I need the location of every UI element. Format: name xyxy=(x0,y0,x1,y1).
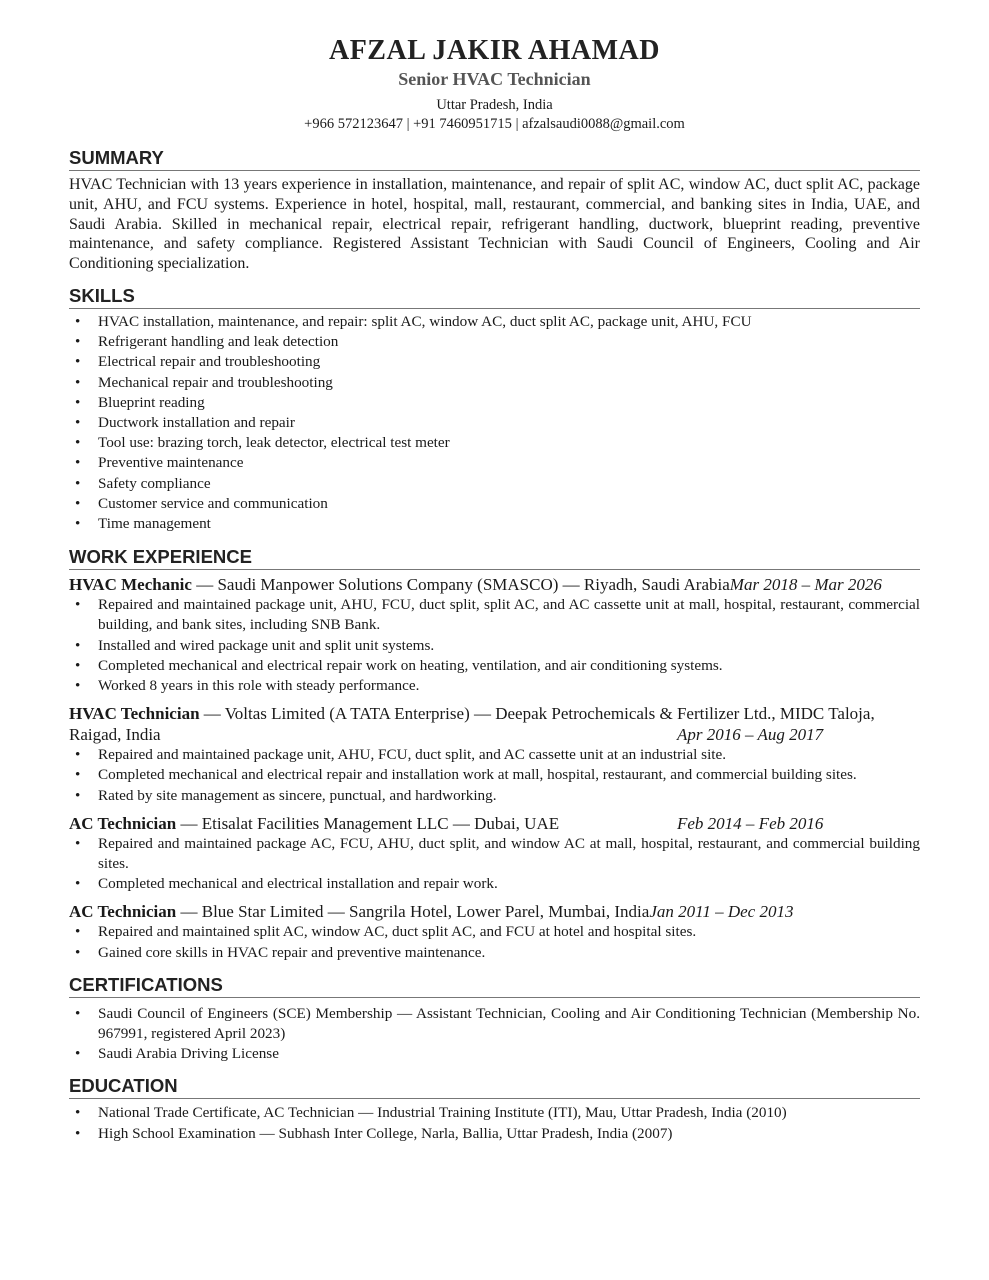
list-item xyxy=(69,413,920,433)
summary-section xyxy=(69,147,920,274)
bullet-icon: • xyxy=(75,834,81,852)
bullet-icon: • xyxy=(75,923,81,941)
job-bullets xyxy=(69,922,920,962)
bullet-icon: • xyxy=(75,373,81,391)
list-item xyxy=(69,656,920,676)
list-item-text: Ductwork installation and repair xyxy=(98,414,295,431)
list-item-text: Mechanical repair and troubleshooting xyxy=(98,373,333,391)
job-bullets xyxy=(69,834,920,895)
education-section xyxy=(69,1075,920,1143)
list-item xyxy=(69,332,920,352)
job-entry xyxy=(69,574,920,696)
certifications-list xyxy=(69,1004,920,1065)
list-item xyxy=(69,874,920,894)
job-company: — Blue Star Limited — Sangrila Hotel, Lower Parel, Mumbai, India xyxy=(176,902,650,922)
job-header xyxy=(69,901,920,922)
list-item xyxy=(69,312,920,332)
list-item xyxy=(69,765,920,785)
resume-page xyxy=(69,34,920,1144)
list-item xyxy=(69,373,920,393)
list-item-text: Preventive maintenance xyxy=(98,454,244,472)
contact-separator: | xyxy=(515,116,519,132)
job-header xyxy=(69,703,920,745)
list-item-text: Installed and wired package unit and split unit systems. xyxy=(98,636,435,654)
bullet-icon: • xyxy=(75,596,81,614)
list-item xyxy=(69,786,920,806)
certifications-section xyxy=(69,974,920,1065)
bullet-icon: • xyxy=(75,943,81,961)
list-item xyxy=(69,494,920,514)
summary-text: HVAC Technician with 13 years experience in installation, maintenance, and repair of split AC, window AC, duct split AC, package unit, AHU, and FCU systems. Experience in hotel, hospital, mall, restaurant, commercial, and banking sites in India, UAE, and Saudi Arabia. Skilled in mechanical repair, electrical repair, refrigerant handling, ductwork, blueprint reading, preventive maintenance, and safety compliance. Registered Assistant Technician with Saudi Council of Engineers, Cooling and Air Conditioning specialization. xyxy=(69,176,920,273)
list-item-text: Safety compliance xyxy=(98,474,211,492)
list-item xyxy=(69,922,920,942)
job-title: HVAC Technician xyxy=(69,704,200,724)
list-item-text: Rated by site management as sincere, punctual, and hardworking. xyxy=(98,786,497,804)
list-item xyxy=(69,433,920,453)
section-heading-education: EDUCATION xyxy=(69,1075,920,1099)
list-item-text: Electrical repair and troubleshooting xyxy=(98,353,321,371)
bullet-icon: • xyxy=(75,1004,81,1022)
job-dates: Feb 2014 – Feb 2016 xyxy=(677,813,824,833)
list-item-text: High School Examination — Subhash Inter College, Narla, Ballia, Uttar Pradesh, India (2007) xyxy=(98,1124,673,1142)
list-item xyxy=(69,834,920,874)
job-header xyxy=(69,574,920,595)
job-title: HVAC Mechanic xyxy=(69,575,192,595)
bullet-icon: • xyxy=(75,454,81,472)
list-item-text: Tool use: brazing torch, leak detector, electrical test meter xyxy=(98,434,450,452)
list-item xyxy=(69,943,920,963)
bullet-icon: • xyxy=(75,393,81,411)
bullet-icon: • xyxy=(75,312,81,330)
list-item-text: Blueprint reading xyxy=(98,393,205,411)
job-entry xyxy=(69,901,920,962)
bullet-icon: • xyxy=(75,353,81,371)
job-company: — Etisalat Facilities Management LLC — Dubai, UAE xyxy=(176,813,560,833)
job-dates: Mar 2018 – Mar 2026 xyxy=(729,575,882,595)
bullet-icon: • xyxy=(75,434,81,452)
bullet-icon: • xyxy=(75,494,81,512)
bullet-icon: • xyxy=(75,786,81,804)
list-item xyxy=(69,1004,920,1044)
list-item xyxy=(69,453,920,473)
section-heading-summary: SUMMARY xyxy=(69,147,920,171)
skills-section xyxy=(69,285,920,534)
jobs-list xyxy=(69,574,920,963)
list-item xyxy=(69,595,920,635)
section-heading-certifications: CERTIFICATIONS xyxy=(69,974,920,998)
list-item xyxy=(69,745,920,765)
list-item-text: Gained core skills in HVAC repair and preventive maintenance. xyxy=(98,943,486,961)
experience-section xyxy=(69,546,920,963)
bullet-icon: • xyxy=(75,746,81,764)
list-item-text: Completed mechanical and electrical installation and repair work. xyxy=(98,875,498,893)
job-company: — Voltas Limited (A TATA Enterprise) — Deepak Petrochemicals & Fertilizer Ltd., MIDC Taloja, Raigad, India xyxy=(69,704,875,745)
list-item xyxy=(69,676,920,696)
list-item-text: Completed mechanical and electrical repair and installation work at mall, hospital, restaurant, and commercial building sites. xyxy=(98,766,857,784)
list-item-text: National Trade Certificate, AC Technician — Industrial Training Institute (ITI), Mau, Uttar Pradesh, India (2010) xyxy=(98,1104,787,1122)
list-item xyxy=(69,1124,920,1144)
candidate-title: Senior HVAC Technician xyxy=(398,69,591,89)
bullet-icon: • xyxy=(75,515,81,533)
list-item-text: Worked 8 years in this role with steady performance. xyxy=(98,677,420,695)
job-dates: Jan 2011 – Dec 2013 xyxy=(649,902,794,922)
list-item xyxy=(69,514,920,534)
bullet-icon: • xyxy=(75,474,81,492)
contact-email: afzalsaudi0088@gmail.com xyxy=(522,116,685,132)
job-company: — Saudi Manpower Solutions Company (SMASCO) — Riyadh, Saudi Arabia xyxy=(191,575,730,595)
list-item xyxy=(69,636,920,656)
candidate-name: AFZAL JAKIR AHAMAD xyxy=(328,35,660,66)
list-item-text: Refrigerant handling and leak detection xyxy=(98,333,339,351)
job-dates: Apr 2016 – Aug 2017 xyxy=(677,725,824,745)
job-entry xyxy=(69,703,920,806)
contact-phone-2: +91 7460951715 xyxy=(413,116,512,132)
bullet-icon: • xyxy=(75,636,81,654)
list-item-text: Completed mechanical and electrical repair work on heating, ventilation, and air conditioning systems. xyxy=(98,656,723,674)
bullet-icon: • xyxy=(75,333,81,351)
bullet-icon: • xyxy=(75,1045,81,1063)
job-title: AC Technician xyxy=(69,813,177,833)
bullet-icon: • xyxy=(75,677,81,695)
list-item-text: Saudi Arabia Driving License xyxy=(98,1045,279,1063)
list-item-text: Saudi Council of Engineers (SCE) Membership — Assistant Technician, Cooling and Air Conditioning Technician (Membership No. 967991, registered April 2023) xyxy=(98,1004,920,1043)
skills-list xyxy=(69,312,920,534)
list-item xyxy=(69,393,920,413)
job-entry xyxy=(69,813,920,895)
bullet-icon: • xyxy=(75,656,81,674)
list-item xyxy=(69,352,920,372)
contact-line xyxy=(69,115,920,134)
list-item xyxy=(69,1044,920,1064)
list-item xyxy=(69,474,920,494)
job-header xyxy=(69,813,920,834)
contact-separator: | xyxy=(406,116,410,132)
list-item-text: Repaired and maintained split AC, window AC, duct split AC, and FCU at hotel and hospital sites. xyxy=(98,923,697,941)
job-title: AC Technician xyxy=(69,902,177,922)
list-item-text: HVAC installation, maintenance, and repair: split AC, window AC, duct split AC, package unit, AHU, FCU xyxy=(98,312,752,330)
section-heading-experience: WORK EXPERIENCE xyxy=(69,546,920,570)
contact-phone-1: +966 572123647 xyxy=(304,116,403,132)
education-list xyxy=(69,1103,920,1143)
section-heading-skills: SKILLS xyxy=(69,285,920,309)
list-item-text: Time management xyxy=(98,515,211,533)
job-bullets xyxy=(69,745,920,806)
list-item-text: Repaired and maintained package unit, AHU, FCU, duct split, split AC, and AC cassette unit at mall, hospital, restaurant, commercial building, and bank sites, including SNB Bank. xyxy=(98,596,920,634)
contact-location: Uttar Pradesh, India xyxy=(436,97,553,113)
bullet-icon: • xyxy=(75,766,81,784)
job-bullets xyxy=(69,595,920,696)
list-item-text: Repaired and maintained package unit, AHU, FCU, duct split, and AC cassette unit at an industrial site. xyxy=(98,746,727,764)
list-item-text: Repaired and maintained package AC, FCU, AHU, duct split, and window AC at mall, hospital, restaurant, and commercial building sites. xyxy=(98,834,920,873)
list-item-text: Customer service and communication xyxy=(98,494,328,512)
bullet-icon: • xyxy=(75,414,81,431)
bullet-icon: • xyxy=(75,1124,81,1142)
list-item xyxy=(69,1103,920,1123)
bullet-icon: • xyxy=(75,875,81,893)
bullet-icon: • xyxy=(75,1104,81,1122)
